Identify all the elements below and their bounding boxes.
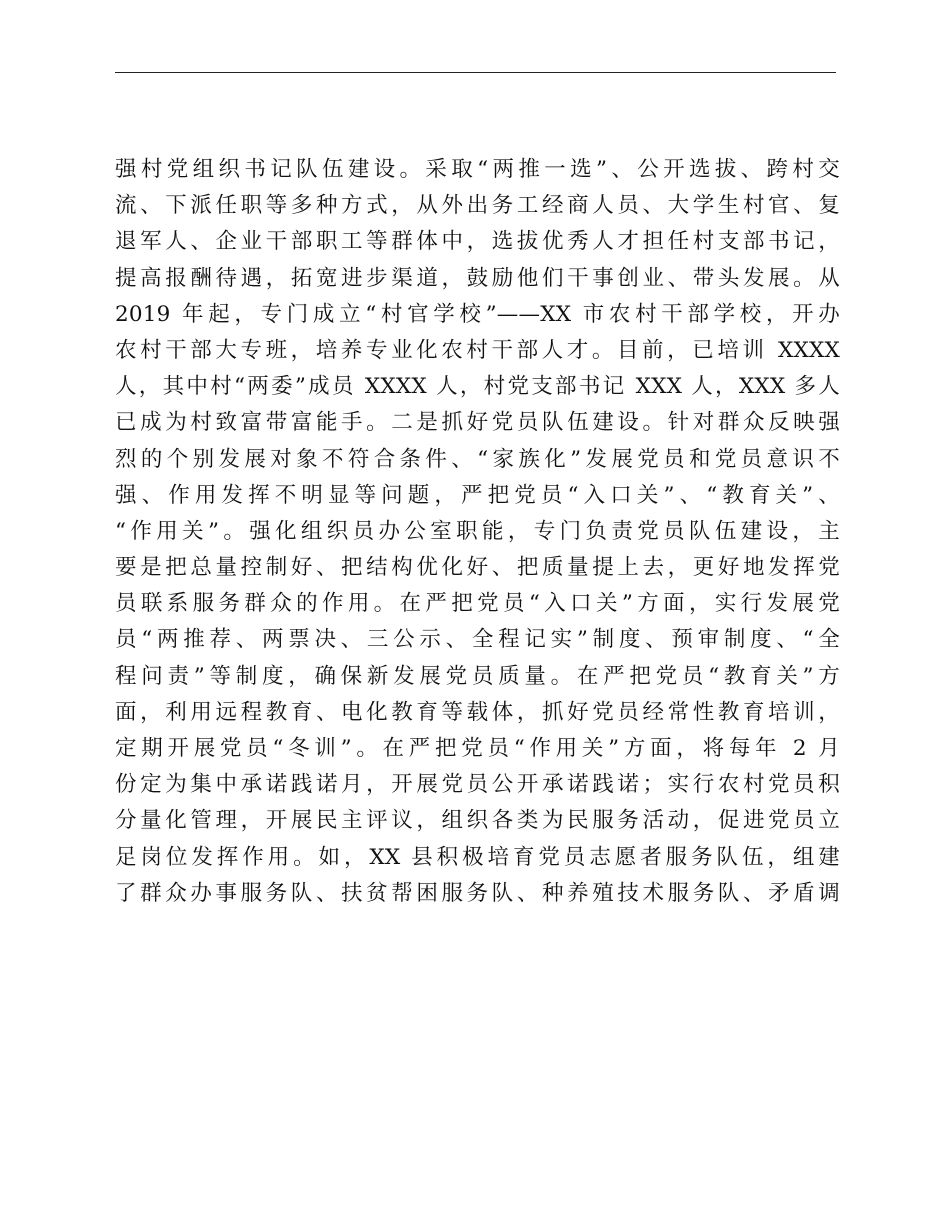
text-line: 员联系服务群众的作用。在严把党员“入口关”方面，实行发展党	[115, 591, 840, 617]
text-line: 2019 年起，专门成立“村官学校”——XX 市农村干部学校，开办	[115, 301, 840, 327]
text-line: 面，利用远程教育、电化教育等载体，抓好党员经常性教育培训，	[115, 699, 840, 725]
text-line: 强村党组织书记队伍建设。采取“两推一选”、公开选拔、跨村交	[115, 157, 840, 182]
text-line: 提高报酬待遇，拓宽进步渠道，鼓励他们干事创业、带头发展。从	[115, 265, 840, 291]
text-line: 分量化管理，开展民主评议，组织各类为民服务活动，促进党员立	[115, 808, 840, 834]
header-rule	[115, 72, 836, 73]
text-line: 烈的个别发展对象不符合条件、“家族化”发展党员和党员意识不	[115, 446, 840, 472]
text-line: 程问责”等制度，确保新发展党员质量。在严把党员“教育关”方	[115, 663, 840, 689]
text-line: 流、下派任职等多种方式，从外出务工经商人员、大学生村官、复	[115, 193, 840, 219]
text-line: 员“两推荐、两票决、三公示、全程记实”制度、预审制度、“全	[115, 627, 840, 653]
text-line: 已成为村致富带富能手。二是抓好党员队伍建设。针对群众反映强	[115, 410, 840, 436]
text-line: 人，其中村“两委”成员 XXXX 人，村党支部书记 XXX 人，XXX 多人	[115, 374, 840, 400]
text-line: 足岗位发挥作用。如，XX 县积极培育党员志愿者服务队伍，组建	[115, 844, 840, 870]
text-line: 了群众办事服务队、扶贫帮困服务队、种养殖技术服务队、矛盾调	[115, 880, 840, 906]
text-line: 要是把总量控制好、把结构优化好、把质量提上去，更好地发挥党	[115, 555, 840, 581]
text-line: 强、作用发挥不明显等问题，严把党员“入口关”、“教育关”、	[115, 482, 840, 508]
text-line: 份定为集中承诺践诺月，开展党员公开承诺践诺；实行农村党员积	[115, 772, 840, 798]
text-line: “作用关”。强化组织员办公室职能，专门负责党员队伍建设，主	[115, 518, 840, 544]
text-line: 定期开展党员“冬训”。在严把党员“作用关”方面，将每年 2 月	[115, 736, 840, 761]
body-text	[115, 152, 840, 912]
text-line: 退军人、企业干部职工等群体中，选拔优秀人才担任村支部书记，	[115, 229, 840, 255]
text-line: 农村干部大专班，培养专业化农村干部人才。目前，已培训 XXXX	[115, 337, 840, 363]
